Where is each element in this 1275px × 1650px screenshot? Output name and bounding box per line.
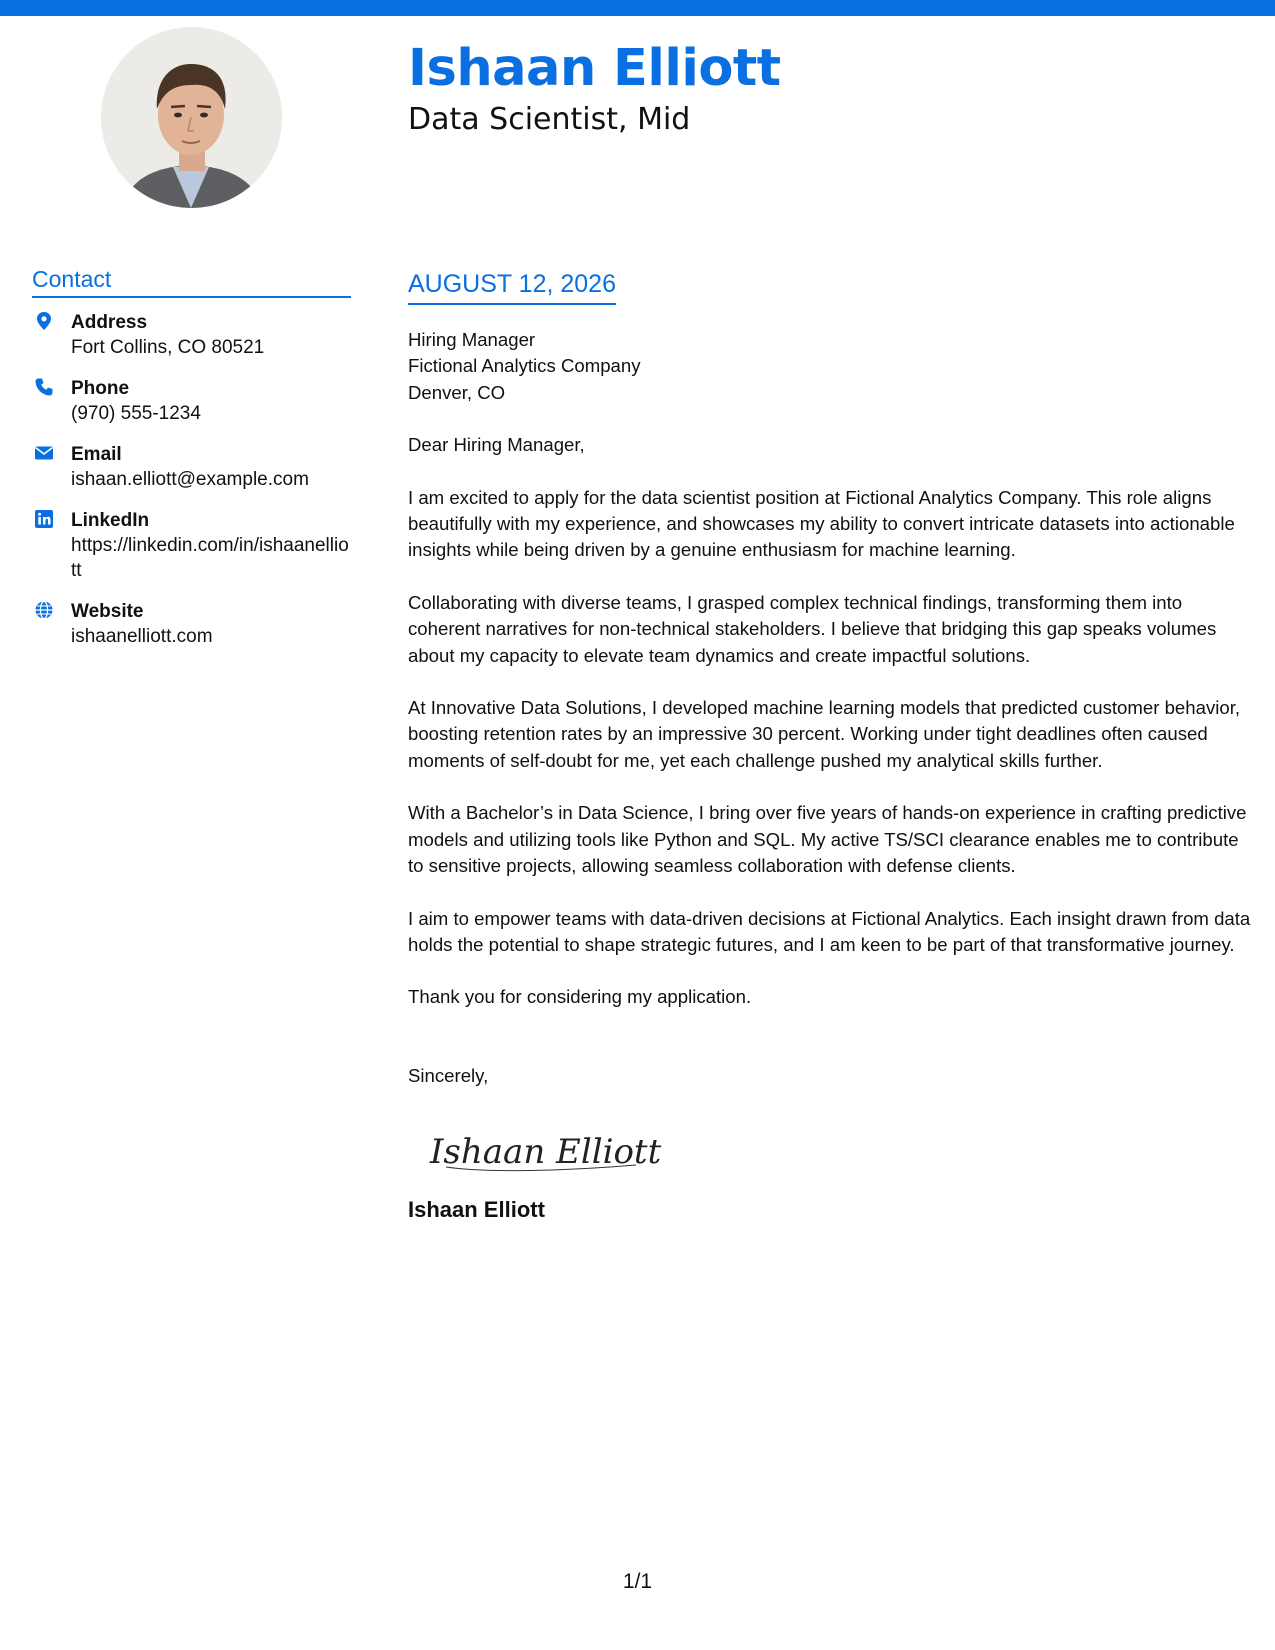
thanks-line: Thank you for considering my application. (408, 986, 752, 1008)
contact-label: Phone (71, 377, 130, 399)
contact-email (32, 442, 351, 492)
recipient-line: Fictional Analytics Company (408, 355, 641, 377)
letter-paragraph: With a Bachelor’s in Data Science, I bring over five years of hands-on experience in crafting predictive models and utilizing tools like Python and SQL. My active TS/SCI clearance enables me to contribute to sensitive projects, allowing seamless collaboration with defense clients. (408, 802, 1247, 877)
contact-value: ishaanelliott.com (71, 625, 213, 647)
contact-address (32, 310, 351, 360)
top-accent-bar (0, 0, 1275, 16)
recipient-line: Hiring Manager (408, 329, 536, 350)
letter-paragraph: Collaborating with diverse teams, I grasped complex technical findings, transforming them into coherent narratives for non-technical stakeholders. I believe that bridging this gap speaks volumes about my capacity to elevate team dynamics and create impactful solutions. (408, 591, 1217, 666)
contact-label: Website (71, 600, 144, 622)
contact-linkedin (32, 508, 351, 583)
contact-phone (32, 376, 351, 426)
contact-sidebar (32, 266, 351, 665)
contact-label: LinkedIn (71, 509, 150, 531)
contact-value: https://linkedin.com/in/ishaanelliott (71, 534, 349, 581)
letter-date: AUGUST 12, 2026 (408, 269, 616, 305)
signature-glyphs: Ishaan Elliott (430, 1132, 662, 1173)
contact-website (32, 599, 351, 649)
page-number: 1/1 (622, 1570, 653, 1593)
job-title: Data Scientist, Mid (408, 102, 691, 137)
profile-photo (101, 27, 282, 208)
contact-value: ishaan.elliott@example.com (71, 468, 309, 490)
salutation: Dear Hiring Manager, (408, 434, 585, 456)
letter-paragraph: I aim to empower teams with data-driven decisions at Fictional Analytics. Each insight drawn from data holds the potential to shape strategic futures, and I am keen to be part of that transformative journey. (408, 907, 1251, 955)
contact-value: Fort Collins, CO 80521 (71, 336, 265, 358)
applicant-name: Ishaan Elliott (408, 39, 781, 98)
globe-icon (34, 600, 54, 620)
email-icon (34, 443, 54, 463)
signed-name: Ishaan Elliott (408, 1197, 545, 1223)
letter-paragraph: I am excited to apply for the data scientist position at Fictional Analytics Company. This role aligns beautifully with my experience, and showcases my ability to convert intricate datasets into actionable insights while being driven by a genuine enthusiasm for machine learning. (408, 486, 1235, 561)
letter-paragraph: At Innovative Data Solutions, I developed machine learning models that predicted customer behavior, boosting retention rates by an impressive 30 percent. Working under tight deadlines often caused moments of self-doubt for me, yet each challenge pushed my analytical skills further. (408, 697, 1241, 771)
contact-heading: Contact (32, 266, 351, 298)
contact-label: Email (71, 443, 122, 465)
letter-body (408, 269, 1253, 1223)
map-pin-icon (34, 311, 54, 331)
recipient-line: Denver, CO (408, 381, 506, 403)
contact-value: (970) 555-1234 (71, 402, 201, 424)
closing-line: Sincerely, (408, 1064, 489, 1086)
recipient-block (408, 327, 1253, 406)
handwritten-signature (426, 1111, 1253, 1191)
contact-label: Address (71, 311, 148, 333)
linkedin-icon (34, 509, 54, 529)
phone-icon (34, 377, 54, 397)
